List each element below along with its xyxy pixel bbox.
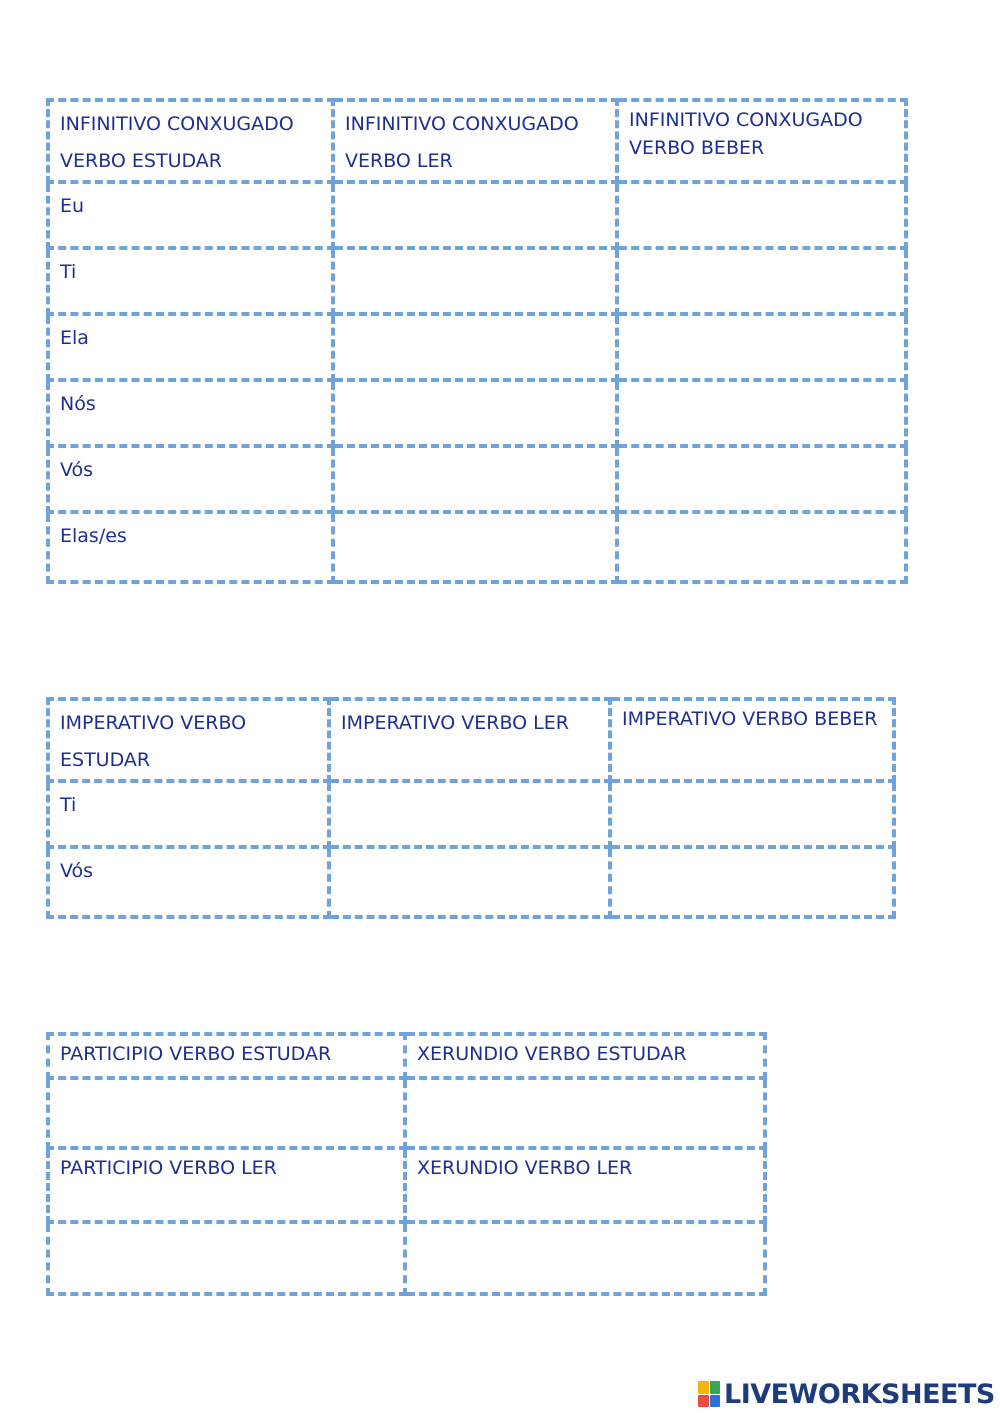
answer-cell[interactable] [48, 1222, 405, 1294]
table-row [48, 248, 906, 314]
answer-cell[interactable] [48, 1078, 405, 1148]
answer-input[interactable] [619, 451, 904, 481]
header-cell: XERUNDIO VERBO LER [405, 1148, 765, 1222]
row-label: Ela [48, 314, 333, 380]
liveworksheets-logo [698, 1376, 995, 1412]
answer-cell[interactable] [333, 380, 617, 446]
answer-cell[interactable] [610, 781, 894, 847]
row-label: Vós [48, 847, 329, 917]
header-cell: PARTICIPIO VERBO ESTUDAR [48, 1034, 405, 1078]
header-cell: PARTICIPIO VERBO LER [48, 1148, 405, 1222]
answer-cell[interactable] [617, 446, 906, 512]
answer-cell[interactable] [333, 512, 617, 582]
logo-square [710, 1381, 721, 1394]
answer-cell[interactable] [333, 446, 617, 512]
answer-cell[interactable] [617, 512, 906, 582]
answer-cell[interactable] [617, 314, 906, 380]
table-row [48, 182, 906, 248]
answer-cell[interactable] [329, 781, 610, 847]
table-header-row [48, 1034, 765, 1078]
answer-input[interactable] [619, 187, 904, 217]
header-cell: IMPERATIVO VERBO LER [329, 699, 610, 781]
row-label: Vós [48, 446, 333, 512]
row-label: Nós [48, 380, 333, 446]
table-row [48, 1078, 765, 1148]
answer-input[interactable] [619, 319, 904, 349]
table-row [48, 314, 906, 380]
answer-input[interactable] [331, 852, 608, 882]
table-header-row [48, 100, 906, 182]
table-header-row [48, 699, 894, 781]
answer-input[interactable] [50, 1227, 403, 1257]
header-cell: INFINITIVO CONXUGADO VERBO ESTUDAR [48, 100, 333, 182]
answer-input[interactable] [612, 786, 892, 816]
answer-input[interactable] [407, 1083, 763, 1113]
table-row [48, 1222, 765, 1294]
answer-input[interactable] [407, 1227, 763, 1257]
answer-cell[interactable] [617, 380, 906, 446]
header-cell: INFINITIVO CONXUGADO VERBO BEBER [617, 100, 906, 182]
table-row [48, 847, 894, 917]
logo-square [698, 1381, 709, 1394]
row-label: Elas/es [48, 512, 333, 582]
answer-input[interactable] [619, 385, 904, 415]
answer-cell[interactable] [405, 1222, 765, 1294]
row-label: Eu [48, 182, 333, 248]
table-row [48, 781, 894, 847]
answer-input[interactable] [331, 786, 608, 816]
answer-cell[interactable] [617, 248, 906, 314]
answer-cell[interactable] [329, 847, 610, 917]
imperative-table [46, 697, 896, 919]
answer-input[interactable] [335, 253, 615, 283]
header-cell: XERUNDIO VERBO ESTUDAR [405, 1034, 765, 1078]
brand-text: LIVEWORKSHEETS [724, 1378, 995, 1410]
answer-cell[interactable] [333, 248, 617, 314]
header-cell: IMPERATIVO VERBO ESTUDAR [48, 699, 329, 781]
table-header-row [48, 1148, 765, 1222]
table-row [48, 380, 906, 446]
answer-input[interactable] [619, 253, 904, 283]
logo-square [710, 1395, 721, 1408]
liveworksheets-logo-icon [698, 1381, 720, 1407]
answer-input[interactable] [335, 319, 615, 349]
table-row [48, 512, 906, 582]
answer-input[interactable] [335, 517, 615, 547]
header-cell: INFINITIVO CONXUGADO VERBO LER [333, 100, 617, 182]
answer-cell[interactable] [610, 847, 894, 917]
participle-gerund-table [46, 1032, 767, 1296]
row-label: Ti [48, 248, 333, 314]
header-cell: IMPERATIVO VERBO BEBER [610, 699, 894, 781]
answer-cell[interactable] [333, 314, 617, 380]
answer-cell[interactable] [617, 182, 906, 248]
answer-input[interactable] [335, 187, 615, 217]
table-row [48, 446, 906, 512]
answer-input[interactable] [612, 852, 892, 882]
conjugation-table [46, 98, 908, 584]
row-label: Ti [48, 781, 329, 847]
answer-cell[interactable] [333, 182, 617, 248]
answer-cell[interactable] [405, 1078, 765, 1148]
logo-square [698, 1395, 709, 1408]
answer-input[interactable] [335, 451, 615, 481]
answer-input[interactable] [619, 517, 904, 547]
answer-input[interactable] [335, 385, 615, 415]
answer-input[interactable] [50, 1083, 403, 1113]
